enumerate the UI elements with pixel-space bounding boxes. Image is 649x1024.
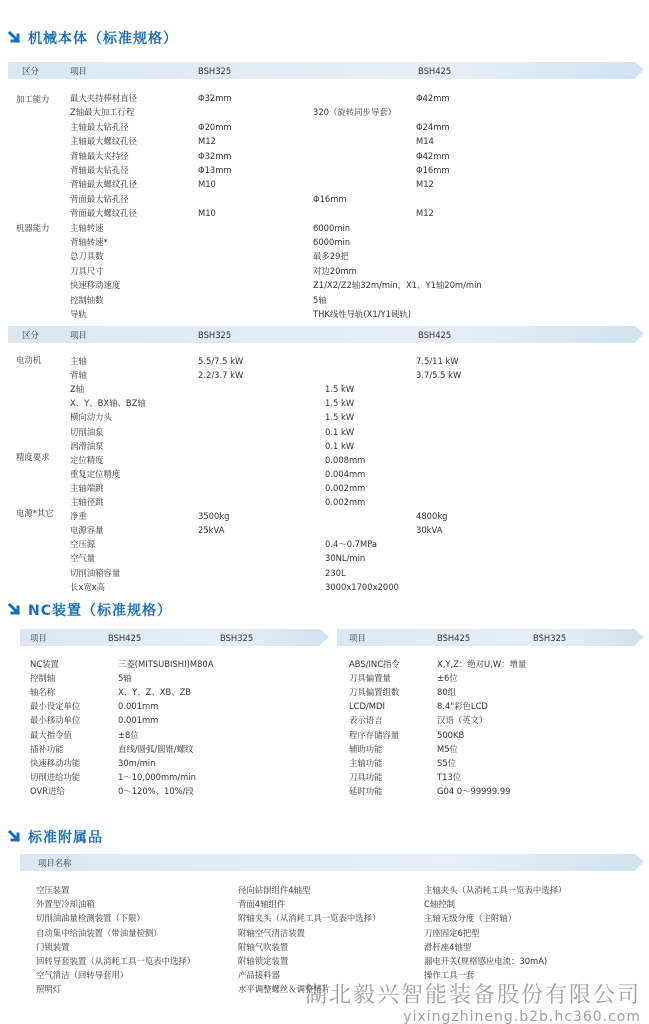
row-value-model-1: Φ13mm xyxy=(198,165,232,175)
accessory-item: 外置型冷却油箱 xyxy=(36,899,95,910)
table-row xyxy=(0,657,649,671)
row-item: 重复定位精度 xyxy=(70,468,121,479)
accessory-item: 附轴气吹装置 xyxy=(238,941,289,952)
row-item: 背面最大钻孔径 xyxy=(70,193,129,204)
row-item: 主轴端跳 xyxy=(70,482,104,493)
row-value-model-1: 5.5/7.5 kW xyxy=(198,356,244,366)
row-value-model-1: M10 xyxy=(198,179,216,190)
row-value-model-2: 7.5/11 kW xyxy=(416,356,459,366)
table-row xyxy=(0,713,649,727)
header-item: 项目 xyxy=(30,633,47,643)
category-power-other: 电源*其它 xyxy=(16,508,54,518)
accessory-item: 产品接料器 xyxy=(238,970,280,981)
category-processing: 加工能力 xyxy=(16,94,50,104)
header-model-1: BSH425 xyxy=(437,633,471,643)
row-value-shared: 对边20mm xyxy=(313,265,357,276)
header-category: 区分 xyxy=(22,66,39,76)
nc-key: 切削进给功能 xyxy=(30,771,81,782)
nc-key: 最小移动单位 xyxy=(30,715,81,726)
nc-key: NC装置 xyxy=(30,659,59,669)
table-row xyxy=(0,756,649,770)
row-item: 切削油箱容量 xyxy=(70,567,121,578)
table-row xyxy=(0,278,649,292)
row-item: Z轴最大加工行程 xyxy=(70,107,135,118)
table-row xyxy=(0,699,649,713)
header-model-2: BSH325 xyxy=(220,633,254,643)
row-value-shared: 0.4～0.7MPa xyxy=(325,539,378,550)
nc-value: 1～10,000mm/min xyxy=(118,771,196,782)
header-model-2: BSH425 xyxy=(418,66,452,76)
table-row xyxy=(0,728,649,742)
table-row xyxy=(0,91,649,105)
row-item: 定位精度 xyxy=(70,454,104,465)
row-value-shared: 6000min xyxy=(313,237,351,247)
row-item: X、Y、BX轴、BZ轴 xyxy=(70,398,146,409)
row-value-shared: 0.002mm xyxy=(325,482,366,493)
nc-value: ±6位 xyxy=(437,673,458,684)
nc-key: 轴名称 xyxy=(30,687,56,698)
nc-key: 延时功能 xyxy=(349,785,383,796)
accessory-item: 切削油油量检测装置（下限） xyxy=(36,913,145,924)
table-row xyxy=(0,221,649,235)
nc-key: 程序存储容量 xyxy=(349,729,400,740)
row-item: 长x宽x高 xyxy=(70,581,106,592)
nc-value: S5位 xyxy=(437,757,457,768)
header-category: 区分 xyxy=(22,330,39,340)
nc-value: 汉语（英文） xyxy=(437,715,488,726)
table-row xyxy=(0,307,649,321)
row-value-model-2: 30kVA xyxy=(416,525,443,536)
table-row xyxy=(0,467,649,481)
table-row xyxy=(0,354,649,368)
table-row xyxy=(0,523,649,537)
row-item: 总刀具数 xyxy=(70,251,104,262)
row-item: 最大夹持棒材直径 xyxy=(70,93,137,103)
row-item: 主轴最大螺纹孔径 xyxy=(70,136,137,147)
table-row xyxy=(0,784,649,798)
row-value-model-1: 3500kg xyxy=(198,511,230,522)
row-value-model-1: M10 xyxy=(198,208,216,219)
table-row xyxy=(0,742,649,756)
row-value-shared: Φ16mm xyxy=(313,193,347,204)
row-value-shared: 30NL/min xyxy=(325,553,366,564)
row-value-model-1: Φ20mm xyxy=(198,121,232,132)
nc-key: 最大指令值 xyxy=(30,729,72,740)
row-value-shared: 0.004mm xyxy=(325,468,366,479)
row-item: 背轴转速* xyxy=(70,237,108,247)
nc-value: 0.001mm xyxy=(118,715,159,726)
table-row xyxy=(0,410,649,424)
table-row xyxy=(0,149,649,163)
nc-value: 三菱(MITSUBISHI)M80A xyxy=(118,659,214,669)
row-item: 快速移动速度 xyxy=(70,280,121,291)
row-value-model-2: 3.7/5.5 kW xyxy=(416,370,462,381)
nc-value: X、Y、Z、XB、ZB xyxy=(118,687,192,698)
nc-value: 直线/圆弧/圆锥/螺纹 xyxy=(118,743,194,754)
nc-value: 0～120%、10%/段 xyxy=(118,785,194,796)
elec-table-header xyxy=(8,326,635,343)
row-value-model-2: M12 xyxy=(416,179,434,190)
table-row xyxy=(0,120,649,134)
row-item: 背轴 xyxy=(70,370,87,381)
table-row xyxy=(0,105,649,119)
row-value-shared: 1.5 kW xyxy=(325,384,355,395)
row-value-shared: 6000min xyxy=(313,222,351,233)
arrow-down-right-icon xyxy=(8,603,22,617)
header-model-1: BSH325 xyxy=(198,330,232,340)
nc-key: 快速移动功能 xyxy=(30,757,81,768)
table-row xyxy=(0,235,649,249)
table-row xyxy=(0,439,649,453)
table-row xyxy=(0,163,649,177)
table-row xyxy=(0,551,649,565)
row-item: 横向动力头 xyxy=(70,412,112,423)
arrow-down-right-icon xyxy=(8,830,22,844)
row-item: 净重 xyxy=(70,511,87,522)
table-row xyxy=(0,671,649,685)
table-row xyxy=(0,396,649,410)
category-motor: 电动机 xyxy=(16,355,42,365)
nc-right-header xyxy=(337,629,635,646)
row-item: 背轴最大螺纹孔径 xyxy=(70,179,137,190)
table-row xyxy=(0,940,649,954)
section-title-nc: NC装置（标准规格） xyxy=(8,600,172,620)
row-value-model-2: Φ16mm xyxy=(416,165,450,175)
table-row xyxy=(0,453,649,467)
nc-key: 刀具偏置量 xyxy=(349,673,391,684)
header-item: 项目 xyxy=(349,633,366,643)
row-item: 电源容量 xyxy=(70,525,104,536)
row-value-shared: 230L xyxy=(325,567,346,578)
nc-key: LCD/MDI xyxy=(349,701,385,712)
accessory-item: 径向钻削组件4轴型 xyxy=(238,885,311,895)
row-value-model-1: Φ32mm xyxy=(198,93,232,103)
nc-value: G04 0～99999.99 xyxy=(437,785,511,796)
row-item: 背轴最大夹持径 xyxy=(70,150,129,161)
row-item: Z轴 xyxy=(70,384,85,395)
accessory-item: 主轴夹头（从消耗工具一览表中选择） xyxy=(424,885,567,895)
row-item: 空气量 xyxy=(70,553,96,564)
nc-key: OVR进给 xyxy=(30,785,65,796)
table-row xyxy=(0,249,649,263)
row-item: 导轨 xyxy=(70,309,87,319)
table-row xyxy=(0,883,649,897)
row-value-model-2: M14 xyxy=(416,136,434,147)
nc-key: 最小设定单位 xyxy=(30,701,81,712)
row-item: 刀具尺寸 xyxy=(70,265,104,276)
row-value-shared: 1.5 kW xyxy=(325,412,355,423)
nc-value: 80组 xyxy=(437,687,457,698)
row-item: 切削油泵 xyxy=(70,426,104,437)
row-value-shared: 0.1 kW xyxy=(325,426,355,437)
accessory-item: 空压装置 xyxy=(36,885,70,895)
table-row xyxy=(0,264,649,278)
accessory-item: 附轴锁定装置 xyxy=(238,956,289,966)
category-machine: 机器能力 xyxy=(16,223,50,233)
nc-value: ±8位 xyxy=(118,729,139,740)
nc-value: X,Y,Z：绝对U,W：增量 xyxy=(437,659,527,669)
accessory-item: 主轴无级分度（主附轴） xyxy=(424,913,517,924)
nc-left-header xyxy=(20,629,320,646)
accessory-item: 操作工具一套 xyxy=(424,970,475,981)
acc-table-header xyxy=(20,854,635,871)
table-row xyxy=(0,192,649,206)
table-row xyxy=(0,566,649,580)
header-model-1: BSH425 xyxy=(108,633,142,643)
accessory-item: 漏电开关(规格感应电流：30mA) xyxy=(424,956,548,966)
row-value-shared: 0.1 kW xyxy=(325,440,355,451)
nc-value: 500KB xyxy=(437,729,465,740)
row-value-shared: 1.5 kW xyxy=(325,398,355,409)
nc-key: 刀具偏置组数 xyxy=(349,687,400,698)
row-value-model-2: Φ42mm xyxy=(416,93,450,103)
row-item: 背面最大螺纹孔径 xyxy=(70,208,137,219)
nc-value: 5轴 xyxy=(118,673,132,684)
nc-value: T13位 xyxy=(437,771,462,782)
table-row xyxy=(0,509,649,523)
row-value-model-2: M12 xyxy=(416,208,434,219)
row-value-shared: Z1/X2/Z2轴32m/min，X1、Y1轴20m/min xyxy=(313,280,482,291)
row-item: 主轴最大钻孔径 xyxy=(70,121,129,132)
table-row xyxy=(0,293,649,307)
nc-key: 表示语言 xyxy=(349,715,383,726)
accessory-item: 滑杆座4轴型 xyxy=(424,941,472,952)
table-row xyxy=(0,580,649,594)
accessory-item: 门锁装置 xyxy=(36,941,70,952)
arrow-down-right-icon xyxy=(8,31,22,45)
accessory-item: 自动集中给油装置（带油量检测） xyxy=(36,927,162,938)
accessory-item: 照明灯 xyxy=(36,984,62,995)
table-row xyxy=(0,177,649,191)
accessory-item: C轴控制 xyxy=(424,899,455,910)
nc-key: 控制轴 xyxy=(30,673,56,684)
row-item: 背轴最大钻孔径 xyxy=(70,165,129,175)
header-model-2: BSH425 xyxy=(418,330,452,340)
accessory-item: 附轴空气清洁装置 xyxy=(238,927,305,938)
table-row xyxy=(0,425,649,439)
accessory-item: 背面4轴组件 xyxy=(238,899,286,910)
table-row xyxy=(0,206,649,220)
row-item: 润滑油泵 xyxy=(70,440,104,451)
nc-value: 0.001mm xyxy=(118,701,159,712)
nc-key: ABS/INC指令 xyxy=(349,659,400,669)
table-row xyxy=(0,382,649,396)
category-precision: 精度要求 xyxy=(16,452,50,462)
row-item: 主轴 xyxy=(70,356,87,366)
row-item: 主轴转速 xyxy=(70,222,104,233)
table-row xyxy=(0,134,649,148)
nc-key: 主轴功能 xyxy=(349,757,383,768)
accessory-item: 回转导套装置（从消耗工具一览表中选择） xyxy=(36,956,196,966)
row-value-shared: 0.002mm xyxy=(325,497,366,507)
accessory-item: 刀座固定6把型 xyxy=(424,927,480,938)
row-value-model-1: Φ32mm xyxy=(198,150,232,161)
accessory-item: 附轴夹头（从消耗工具一览表中选择） xyxy=(238,913,381,924)
row-value-model-1: M12 xyxy=(198,136,216,147)
header-model-1: BSH325 xyxy=(198,66,232,76)
row-item: 控制轴数 xyxy=(70,294,104,305)
accessory-item: 水平调整螺丝＆调整垫片 xyxy=(238,984,331,995)
nc-key: 辅助功能 xyxy=(349,743,383,754)
table-row xyxy=(0,368,649,382)
row-value-model-2: Φ42mm xyxy=(416,150,450,161)
section-title-mech: 机械本体（标准规格） xyxy=(8,28,178,48)
table-row xyxy=(0,770,649,784)
row-value-shared: 5轴 xyxy=(313,294,327,305)
table-row xyxy=(0,897,649,911)
row-value-model-2: 4800kg xyxy=(416,511,448,522)
nc-value: 30m/min xyxy=(118,757,156,768)
table-row xyxy=(0,481,649,495)
nc-value: 8.4"彩色LCD xyxy=(437,701,488,712)
table-row xyxy=(0,537,649,551)
row-item: 主轴径跳 xyxy=(70,497,104,507)
watermark xyxy=(305,978,641,1024)
header-item-name: 项目名称 xyxy=(38,858,72,868)
nc-value: M5位 xyxy=(437,743,458,754)
table-row xyxy=(0,954,649,968)
row-value-shared: 3000x1700x2000 xyxy=(325,581,399,592)
row-value-shared: 0.008mm xyxy=(325,454,366,465)
header-item: 项目 xyxy=(70,66,87,76)
nc-key: 刀具功能 xyxy=(349,771,383,782)
header-model-2: BSH325 xyxy=(533,633,567,643)
row-value-model-1: 2.2/3.7 kW xyxy=(198,370,244,381)
watermark-company: 湖北毅兴智能装备股份有限公司 xyxy=(304,983,641,1008)
mech-table-header xyxy=(8,62,635,79)
table-row xyxy=(0,911,649,925)
row-value-shared: THK线性导轨(X1/Y1硬轨) xyxy=(313,309,412,319)
header-item: 项目 xyxy=(70,330,87,340)
table-row xyxy=(0,926,649,940)
section-title-accessories: 标准附属品 xyxy=(8,827,103,847)
table-row xyxy=(0,495,649,509)
nc-key: 插补功能 xyxy=(30,743,64,754)
row-value-shared: 最多29把 xyxy=(313,251,349,262)
row-value-model-2: Φ24mm xyxy=(416,121,450,132)
row-value-shared: 320（旋转同步导套） xyxy=(313,107,396,118)
row-value-model-1: 25kVA xyxy=(198,525,225,536)
accessory-item: 空气清洁（回转导套用） xyxy=(36,970,129,981)
watermark-url: yixingzhineng.b2b.hc360.com xyxy=(403,1009,641,1024)
table-row xyxy=(0,685,649,699)
row-item: 空压源 xyxy=(70,539,96,550)
